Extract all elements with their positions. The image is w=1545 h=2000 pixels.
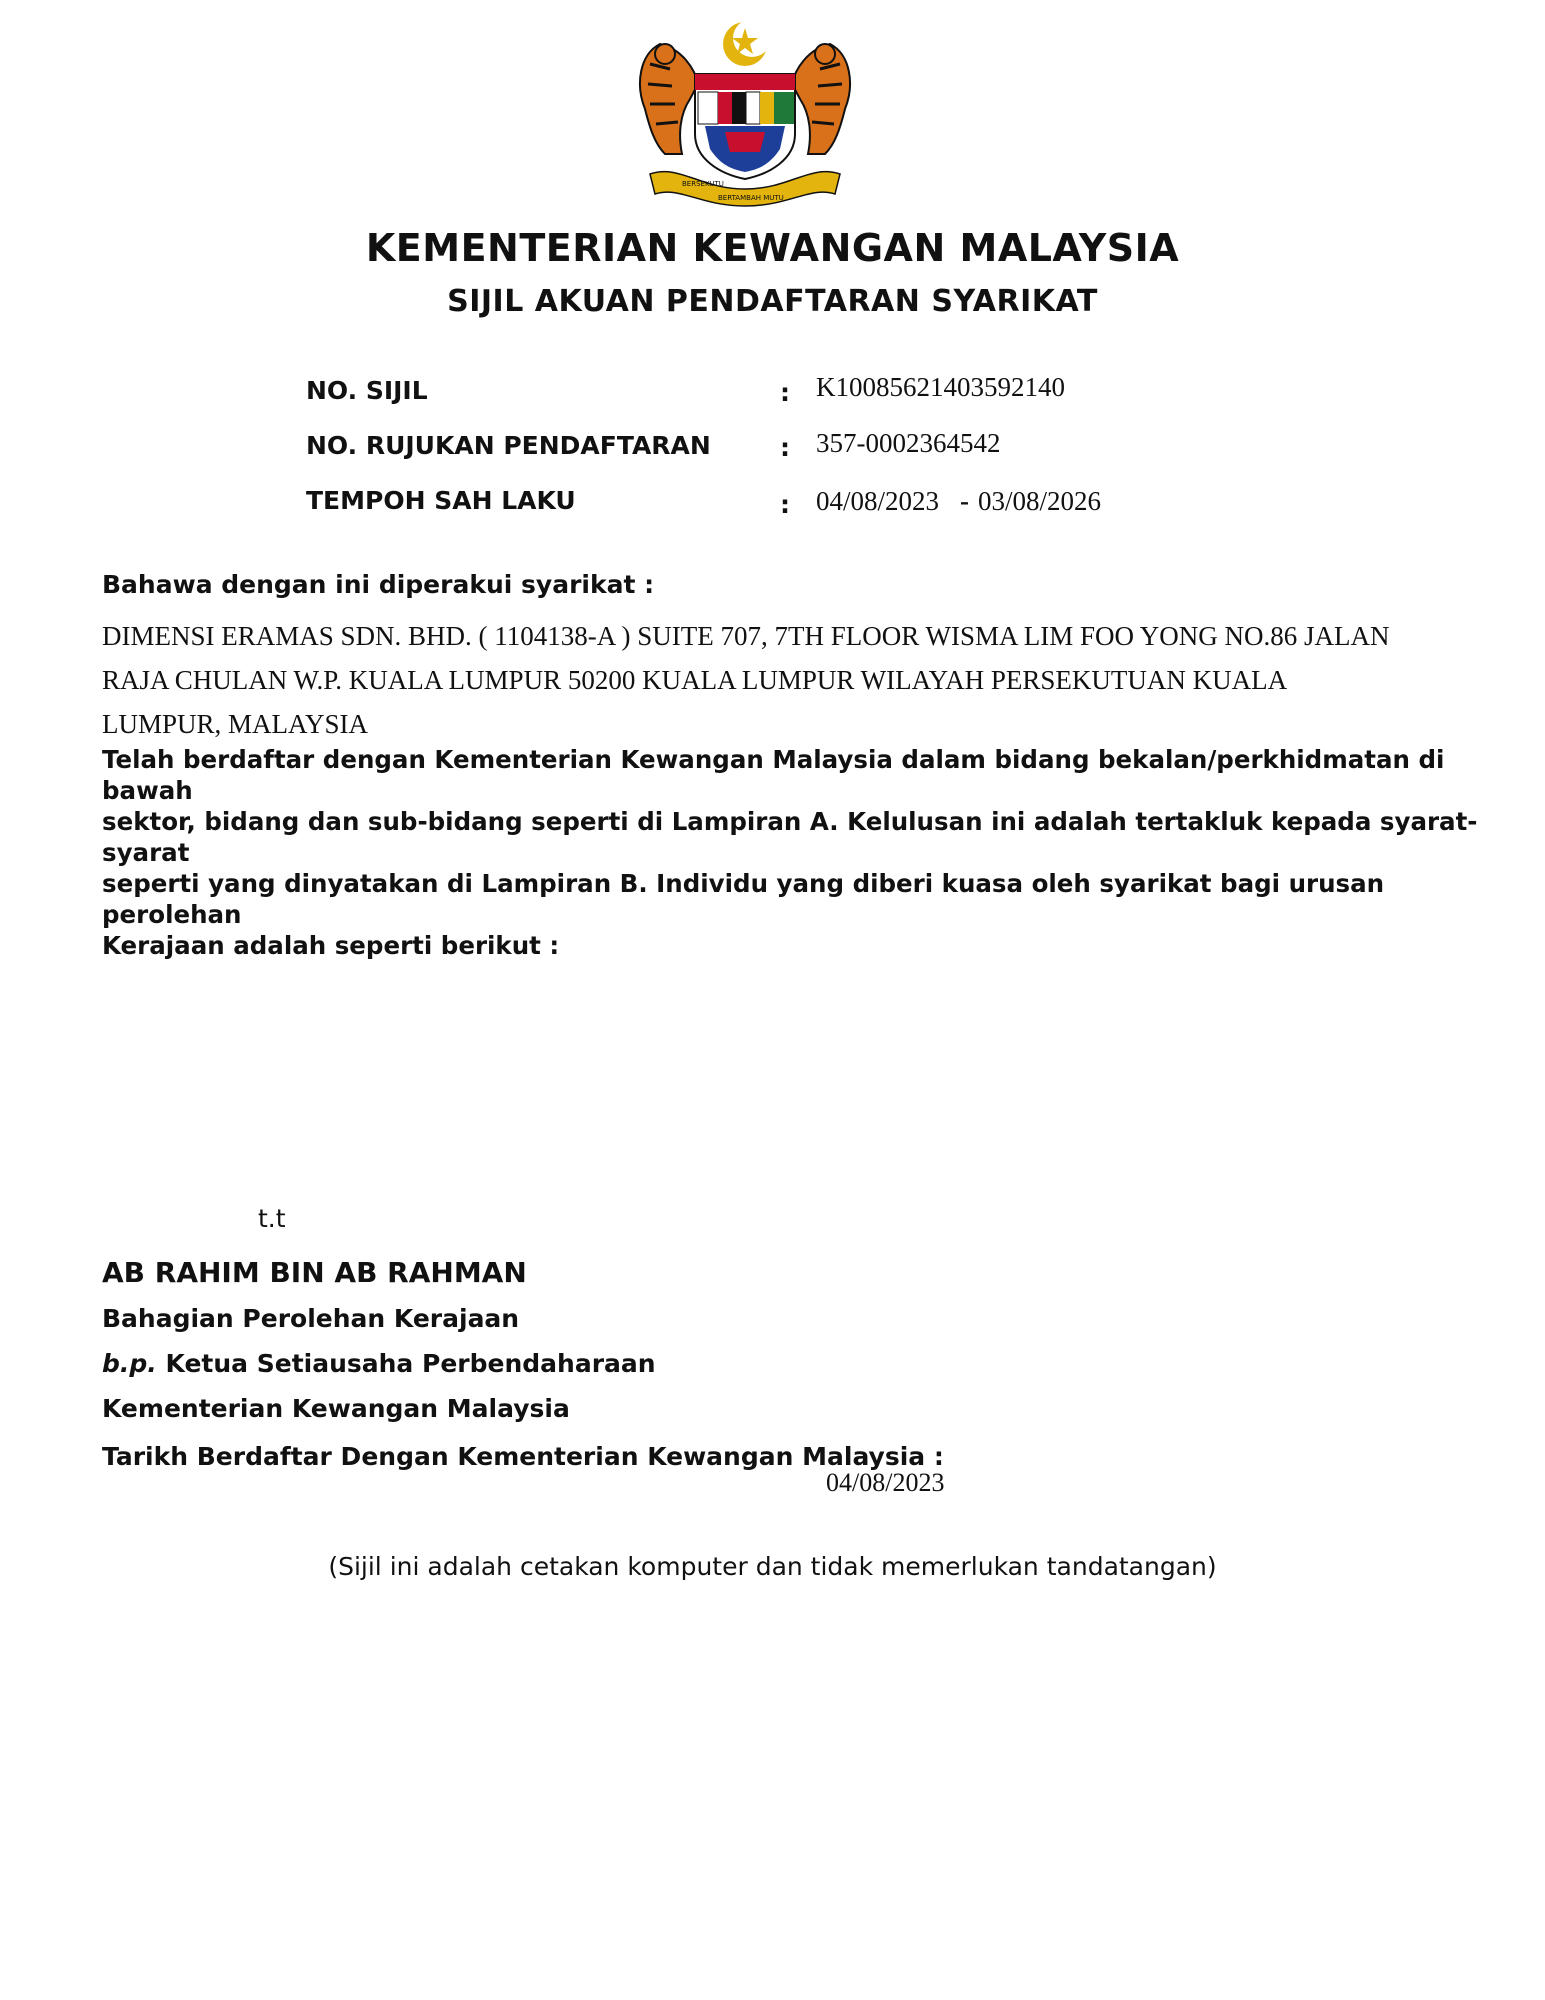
statement-line: Telah berdaftar dengan Kementerian Kewangan Malaysia dalam bidang bekalan/perkhidmatan di bawah [102,745,1445,805]
shield-icon [695,74,795,179]
registration-ref-colon: : [780,433,790,462]
coat-of-arms-emblem [620,14,870,214]
certificate-no-label: NO. SIJIL [306,376,428,405]
signer-title [102,1349,656,1378]
validity-start: 04/08/2023 [816,486,940,516]
company-line: RAJA CHULAN W.P. KUALA LUMPUR 50200 KUALA LUMPUR WILAYAH PERSEKUTUAN KUALA [102,665,1288,695]
registration-statement [102,744,1482,961]
registration-date-label: Tarikh Berdaftar Dengan Kementerian Kewangan Malaysia : [102,1442,944,1471]
left-tiger-icon [640,44,698,154]
signed-marker: t.t [258,1204,286,1233]
signer-division: Bahagian Perolehan Kerajaan [102,1304,520,1333]
certificate-no-colon: : [780,378,790,407]
company-line: LUMPUR, MALAYSIA [102,709,369,739]
statement-line: Kerajaan adalah seperti berikut : [102,931,560,960]
company-line: DIMENSI ERAMAS SDN. BHD. ( 1104138-A ) SUITE 707, 7TH FLOOR WISMA LIM FOO YONG NO.86 JALAN [102,621,1390,651]
validity-dash: - [960,486,969,516]
certificate-no-value: K10085621403592140 [816,372,1065,402]
crescent-star-icon [723,19,771,66]
certificate-title: SIJIL AKUAN PENDAFTARAN SYARIKAT [447,284,1098,319]
validity-colon: : [780,490,790,519]
ministry-title: KEMENTERIAN KEWANGAN MALAYSIA [365,226,1180,270]
bp-title: Ketua Setiausaha Perbendaharaan [165,1349,656,1378]
validity-end: 03/08/2026 [978,486,1102,516]
signer-ministry: Kementerian Kewangan Malaysia [102,1394,570,1423]
right-tiger-icon [792,44,850,154]
registration-ref-value: 357-0002364542 [816,428,1001,458]
motto-left-text: BERSEKUTU [682,180,724,188]
statement-line: seperti yang dinyatakan di Lampiran B. Individu yang diberi kuasa oleh syarikat bagi urusan perolehan [102,869,1385,929]
registration-ref-label: NO. RUJUKAN PENDAFTARAN [306,431,711,460]
certification-intro: Bahawa dengan ini diperakui syarikat : [102,570,655,599]
motto-center-text: BERTAMBAH MUTU [718,194,784,202]
validity-label: TEMPOH SAH LAKU [306,486,576,515]
statement-line: sektor, bidang dan sub-bidang seperti di Lampiran A. Kelulusan ini adalah tertakluk kepada syarat-syarat [102,807,1478,867]
signer-name: AB RAHIM BIN AB RAHMAN [102,1256,527,1289]
computer-generated-note: (Sijil ini adalah cetakan komputer dan tidak memerlukan tandatangan) [328,1552,1217,1581]
company-details [102,614,1462,746]
registration-date-value: 04/08/2023 [826,1468,945,1497]
bp-prefix: b.p. [102,1349,157,1378]
